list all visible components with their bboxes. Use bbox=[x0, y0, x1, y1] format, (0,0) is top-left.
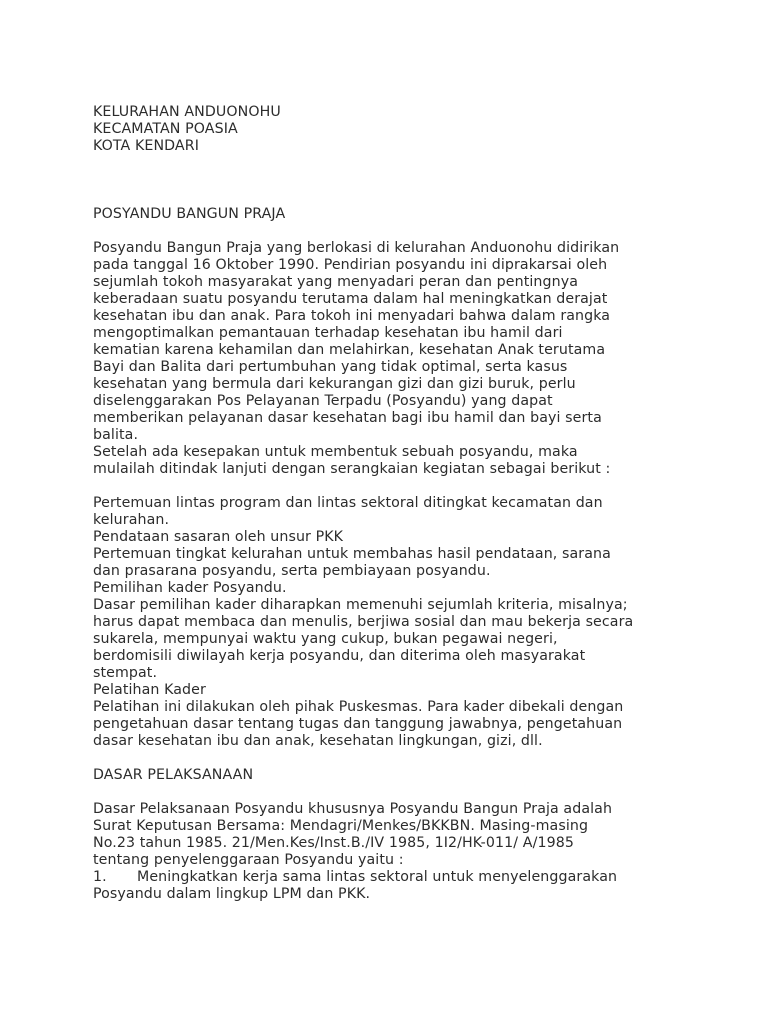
paragraph-line: keberadaan suatu posyandu terutama dalam hal meningkatkan derajat bbox=[93, 291, 608, 307]
address-line-kecamatan: KECAMATAN POASIA bbox=[93, 121, 238, 137]
step-line: sukarela, mempunyai waktu yang cukup, bukan pegawai negeri, bbox=[93, 631, 558, 647]
paragraph-line: tentang penyelenggaraan Posyandu yaitu : bbox=[93, 852, 404, 868]
step-line: Pendataan sasaran oleh unsur PKK bbox=[93, 529, 344, 545]
paragraph-line: kesehatan yang bermula dari kekurangan gizi dan gizi buruk, perlu bbox=[93, 376, 576, 392]
paragraph-line: kematian karena kehamilan dan melahirkan, kesehatan Anak terutama bbox=[93, 342, 606, 358]
section-heading-dasar-pelaksanaan: DASAR PELAKSANAAN bbox=[93, 767, 254, 783]
step-line: harus dapat membaca dan menulis, berjiwa sosial dan mau bekerja secara bbox=[93, 614, 634, 630]
paragraph-line: sejumlah tokoh masyarakat yang menyadari peran dan pentingnya bbox=[93, 274, 578, 290]
step-line: Pelatihan Kader bbox=[93, 682, 206, 698]
paragraph-line: mengoptimalkan pemantauan terhadap kesehatan ibu hamil dari bbox=[93, 325, 563, 341]
step-line: Pertemuan tingkat kelurahan untuk membahas hasil pendataan, sarana bbox=[93, 546, 611, 562]
step-line: berdomisili diwilayah kerja posyandu, dan diterima oleh masyarakat bbox=[93, 648, 586, 664]
step-line: Dasar pemilihan kader diharapkan memenuhi sejumlah kriteria, misalnya; bbox=[93, 597, 628, 613]
activity-steps bbox=[93, 495, 693, 750]
paragraph-line: mulailah ditindak lanjuti dengan serangkaian kegiatan sebagai berikut : bbox=[93, 461, 611, 477]
paragraph-line: kesehatan ibu dan anak. Para tokoh ini menyadari bahwa dalam rangka bbox=[93, 308, 611, 324]
paragraph-line: memberikan pelayanan dasar kesehatan bagi ibu hamil dan bayi serta bbox=[93, 410, 602, 426]
paragraph-line: Bayi dan Balita dari pertumbuhan yang tidak optimal, serta kasus bbox=[93, 359, 568, 375]
step-line: Pelatihan ini dilakukan oleh pihak Puskesmas. Para kader dibekali dengan bbox=[93, 699, 624, 715]
section-heading-posyandu: POSYANDU BANGUN PRAJA bbox=[93, 206, 286, 222]
step-line: Pertemuan lintas program dan lintas sektoral ditingkat kecamatan dan bbox=[93, 495, 603, 511]
basis-paragraph bbox=[93, 801, 693, 869]
intro-paragraph bbox=[93, 240, 693, 478]
paragraph-line: Setelah ada kesepakan untuk membentuk sebuah posyandu, maka bbox=[93, 444, 578, 460]
paragraph-line: Dasar Pelaksanaan Posyandu khususnya Posyandu Bangun Praja adalah bbox=[93, 801, 613, 817]
step-line: dasar kesehatan ibu dan anak, kesehatan lingkungan, gizi, dll. bbox=[93, 733, 543, 749]
step-line: stempat. bbox=[93, 665, 158, 681]
step-line: kelurahan. bbox=[93, 512, 170, 528]
address-block bbox=[93, 104, 693, 155]
paragraph-line: Posyandu Bangun Praja yang berlokasi di kelurahan Anduonohu didirikan bbox=[93, 240, 620, 256]
step-line: pengetahuan dasar tentang tugas dan tanggung jawabnya, pengetahuan bbox=[93, 716, 623, 732]
numbered-item-1 bbox=[93, 869, 693, 903]
paragraph-line: Surat Keputusan Bersama: Mendagri/Menkes/BKKBN. Masing-masing bbox=[93, 818, 589, 834]
paragraph-line: diselenggarakan Pos Pelayanan Terpadu (Posyandu) yang dapat bbox=[93, 393, 553, 409]
document-body bbox=[93, 104, 693, 903]
paragraph-line: pada tanggal 16 Oktober 1990. Pendirian posyandu ini diprakarsai oleh bbox=[93, 257, 608, 273]
address-line-kelurahan: KELURAHAN ANDUONOHU bbox=[93, 104, 281, 120]
item-number: 1. bbox=[93, 869, 107, 885]
step-line: Pemilihan kader Posyandu. bbox=[93, 580, 287, 596]
item-text-continued: Posyandu dalam lingkup LPM dan PKK. bbox=[93, 886, 371, 902]
step-line: dan prasarana posyandu, serta pembiayaan posyandu. bbox=[93, 563, 491, 579]
item-text: Meningkatkan kerja sama lintas sektoral untuk menyelenggarakan bbox=[137, 869, 618, 885]
address-line-kota: KOTA KENDARI bbox=[93, 138, 199, 154]
paragraph-line: No.23 tahun 1985. 21/Men.Kes/Inst.B./IV 1985, 1I2/HK-011/ A/1985 bbox=[93, 835, 574, 851]
paragraph-line: balita. bbox=[93, 427, 139, 443]
